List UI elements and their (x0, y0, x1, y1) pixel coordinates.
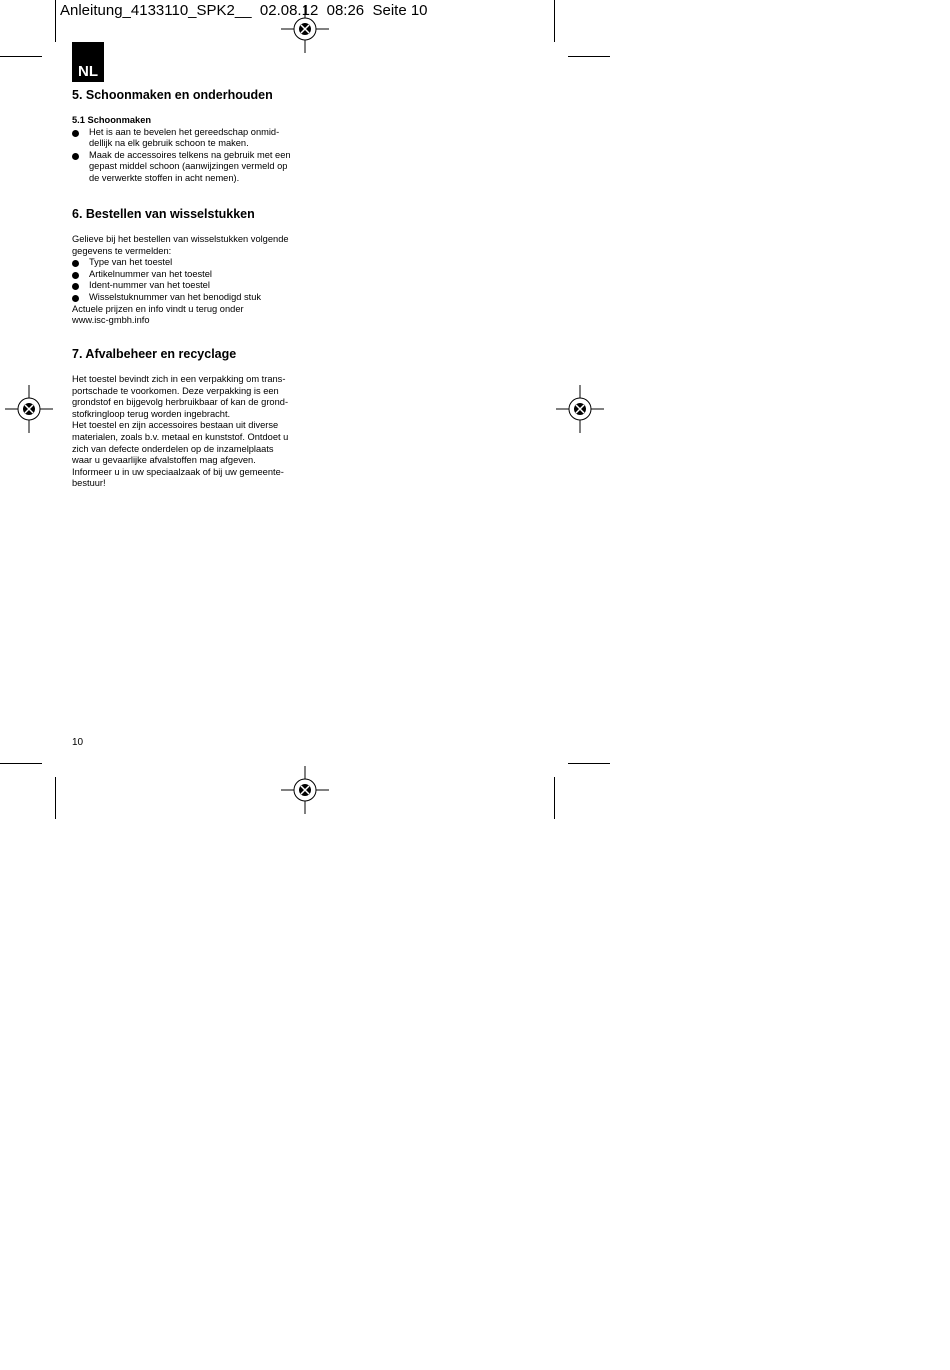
paragraph-line: Actuele prijzen en info vindt u terug onder (72, 303, 244, 314)
section-title: 7. Afvalbeheer en recyclage (72, 347, 237, 361)
print-slug: Anleitung_4133110_SPK2__ 02.08.12 08:26 Seite 10 (60, 2, 428, 19)
language-badge: NL (72, 42, 104, 82)
paragraph-line: Informeer u in uw speciaalzaak of bij uw gemeente- (72, 466, 284, 477)
section-ordering (72, 207, 312, 327)
list-item-line: de verwerkte stoffen in acht nemen). (89, 172, 240, 183)
registration-mark-icon (281, 766, 329, 814)
paragraph-line: grondstof en bijgevolg herbruikbaar of kan de grond- (72, 397, 289, 408)
section-title: 6. Bestellen van wisselstukken (72, 207, 255, 221)
list-item-line: Het is aan te bevelen het gereedschap onmid- (89, 126, 280, 137)
list-item: Ident-nummer van het toestel (72, 280, 312, 292)
paragraph-line: stofkringloop terug worden ingebracht. (72, 408, 231, 419)
paragraph-line: waar u gevaarlijke afvalstoffen mag afgeven. (72, 455, 256, 466)
crop-mark (554, 777, 555, 819)
crop-mark (0, 56, 42, 57)
list-item: Wisselstuknummer van het benodigd stuk (72, 292, 312, 304)
list-item-line: gepast middel schoon (aanwijzingen vermeld op (89, 161, 288, 172)
list-item (72, 127, 312, 150)
registration-mark-icon (5, 385, 53, 433)
crop-mark (0, 763, 42, 764)
list-item: Type van het toestel (72, 257, 312, 269)
registration-mark-icon (556, 385, 604, 433)
paragraph-line: gegevens te vermelden: (72, 245, 172, 256)
subsection-title: 5.1 Schoonmaken (72, 115, 152, 125)
section-disposal (72, 347, 312, 490)
section-cleaning (72, 88, 312, 185)
list-item-line: dellijk na elk gebruik schoon te maken. (89, 138, 249, 149)
list-item (72, 150, 312, 185)
paragraph-line: Het toestel bevindt zich in een verpakking om trans- (72, 374, 286, 384)
paragraph-line: portschade te voorkomen. Deze verpakking is een (72, 385, 279, 396)
paragraph-line: Gelieve bij het bestellen van wisselstukken volgende (72, 234, 289, 244)
list-item-line: Maak de accessoires telkens na gebruik met een (89, 149, 291, 160)
page-number: 10 (72, 737, 84, 748)
paragraph-line: Het toestel en zijn accessoires bestaan uit diverse (72, 420, 279, 431)
paragraph-line: bestuur! (72, 478, 106, 489)
crop-mark (55, 0, 56, 42)
paragraph-line: materialen, zoals b.v. metaal en kunststof. Ontdoet u (72, 431, 289, 442)
crop-mark (55, 777, 56, 819)
paragraph-line: zich van defecte onderdelen op de inzamelplaats (72, 443, 274, 454)
paragraph-line: www.isc-gmbh.info (72, 315, 150, 326)
list-item: Artikelnummer van het toestel (72, 269, 312, 281)
crop-mark (568, 56, 610, 57)
crop-mark (568, 763, 610, 764)
crop-mark (554, 0, 555, 42)
section-title: 5. Schoonmaken en onderhouden (72, 88, 273, 102)
